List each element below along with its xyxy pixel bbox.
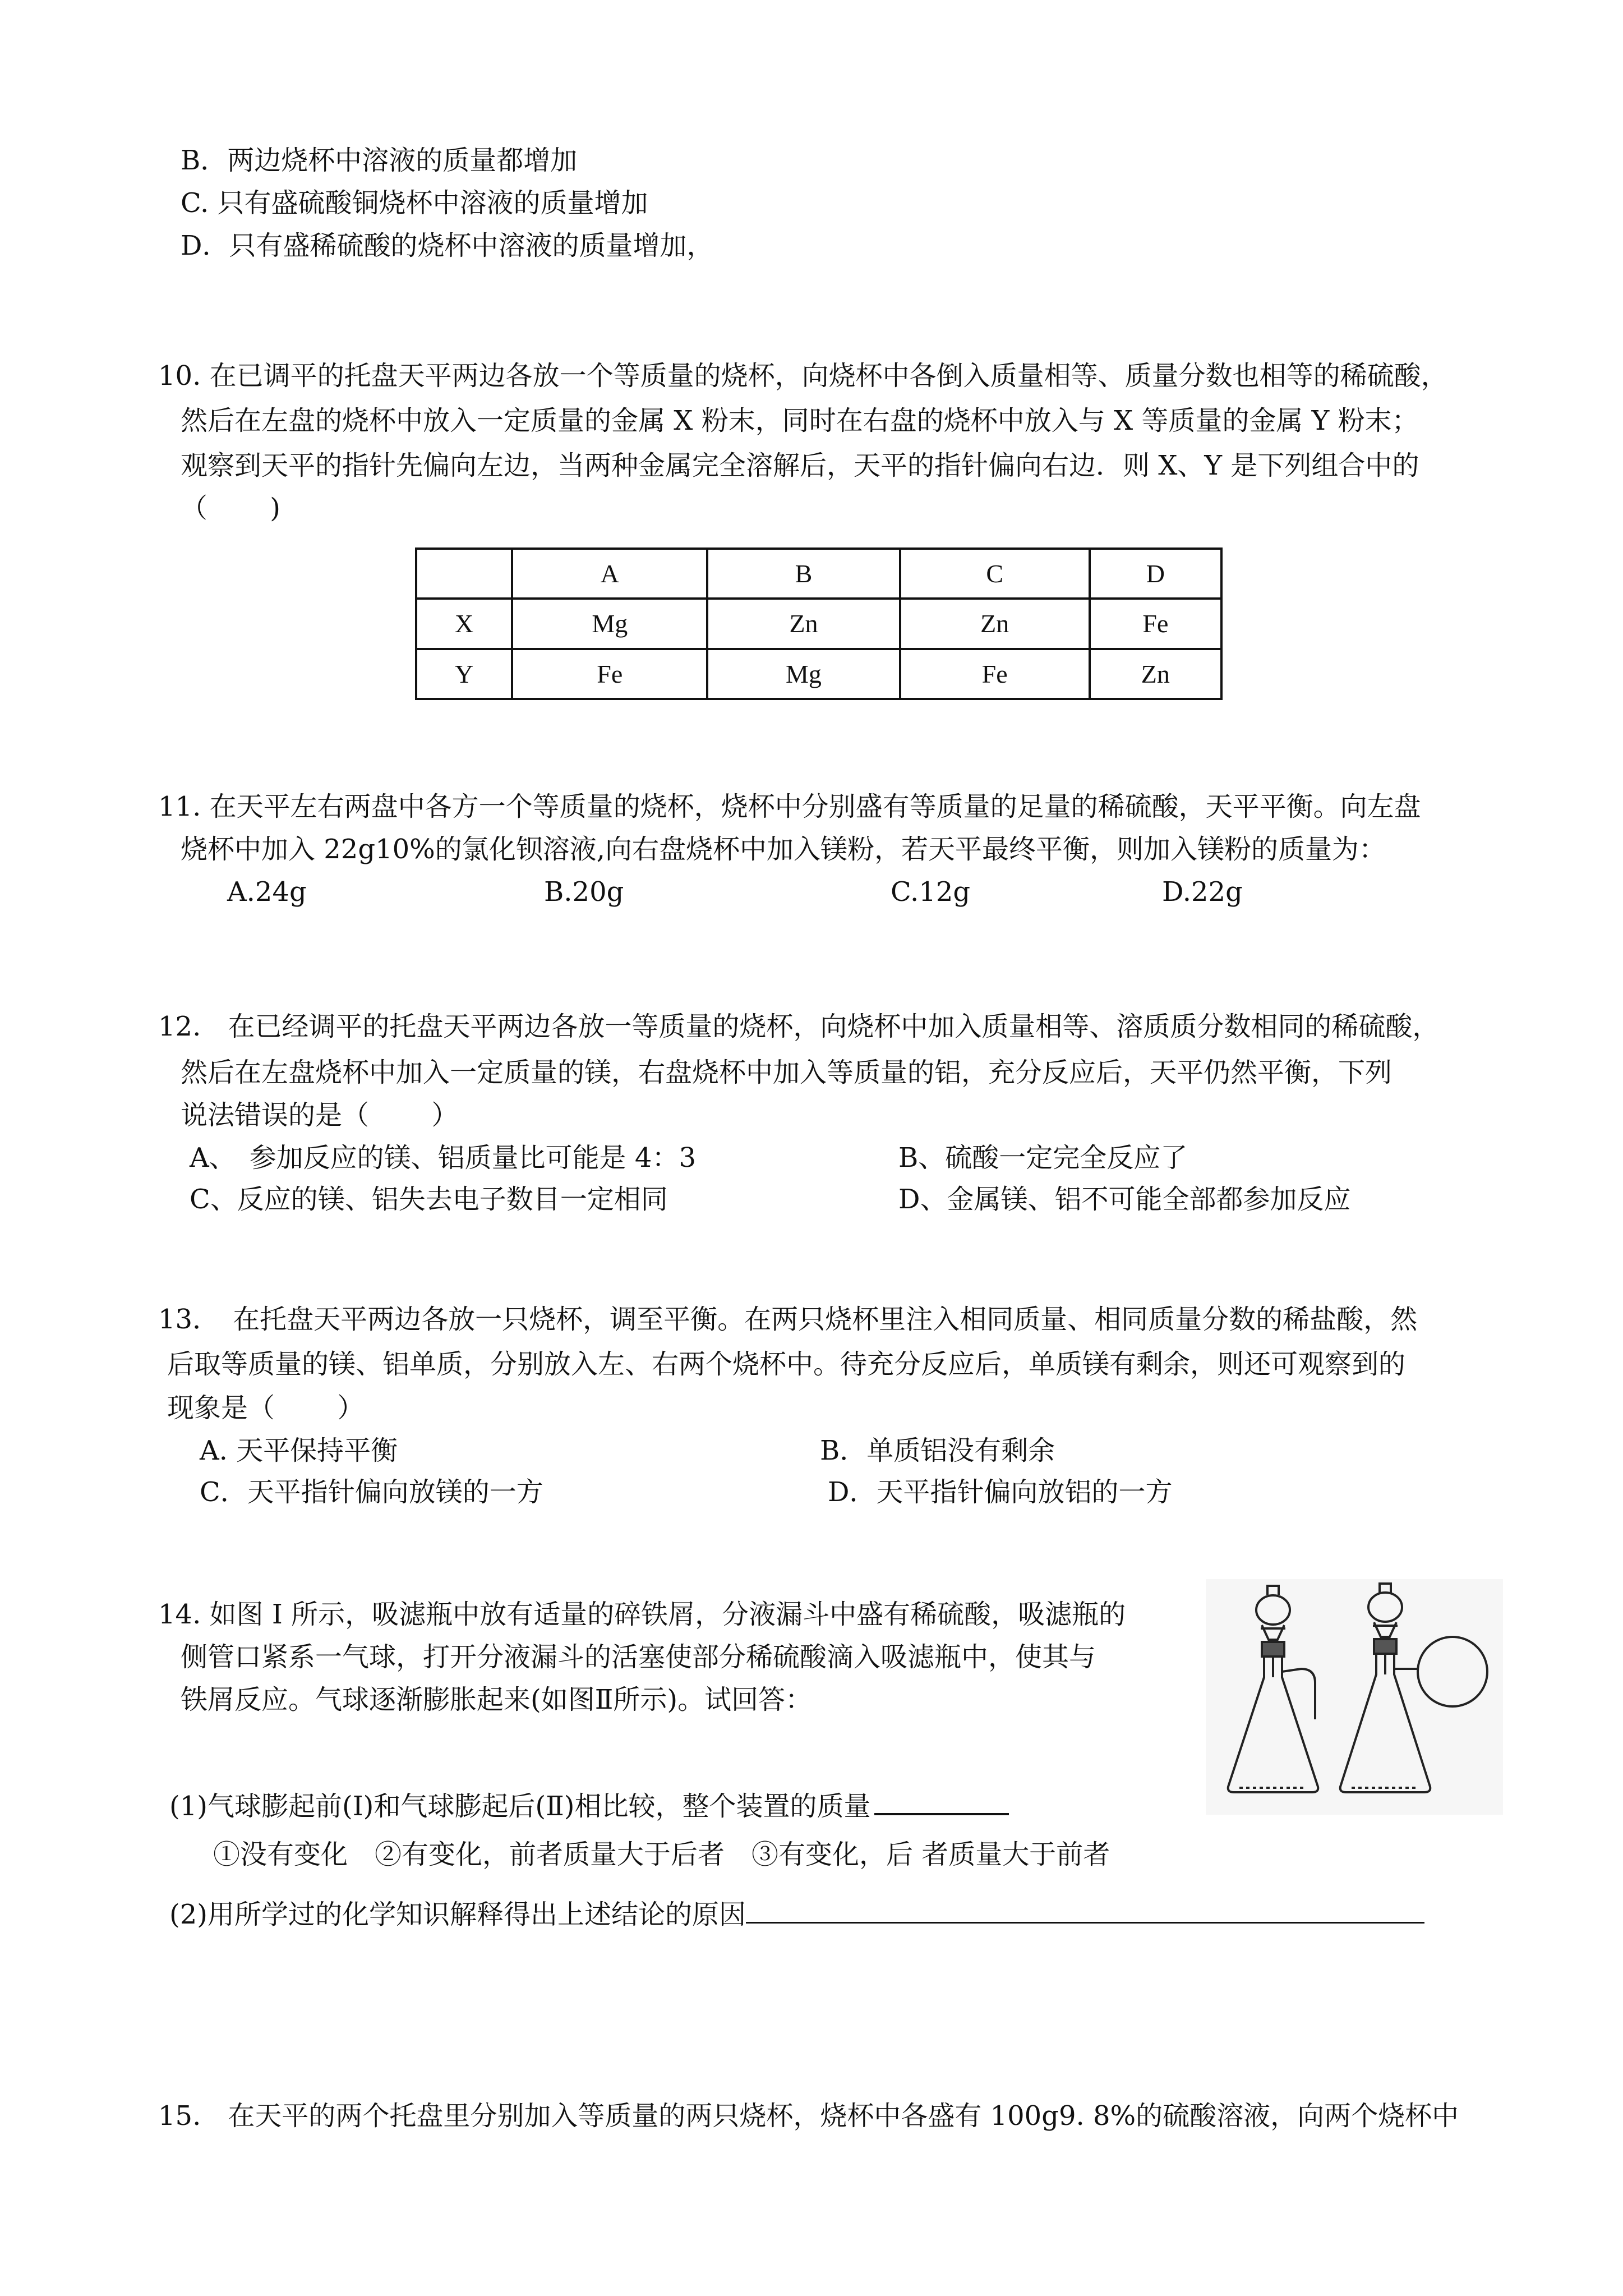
table-cell: Zn — [1090, 649, 1221, 699]
q9-option-b: B．两边烧杯中溶液的质量都增加 — [181, 145, 578, 176]
q14-subquestion-1-choices: ①没有变化 ②有变化，前者质量大于后者 ③有变化，后 者质量大于前者 — [213, 1839, 1110, 1870]
answer-blank[interactable] — [746, 1896, 1424, 1924]
q11-option-d: D.22g — [1162, 876, 1243, 908]
q11-line-1: 11. 在天平左右两盘中各方一个等质量的烧杯，烧杯中分别盛有等质量的足量的稀硫酸，天平平衡。向左盘 — [158, 791, 1421, 822]
q10-line-3: 观察到天平的指针先偏向左边，当两种金属完全溶解后，天平的指针偏向右边．则 X、Y 是下列组合中的 — [181, 450, 1419, 481]
q10-answer-paren: （ ) — [181, 493, 280, 524]
q14-subquestion-2 — [169, 1896, 1424, 1931]
q9-option-d: D．只有盛稀硫酸的烧杯中溶液的质量增加， — [181, 230, 714, 261]
table-cell — [416, 549, 512, 599]
q14-line-3: 铁屑反应。气球逐渐膨胀起来(如图Ⅱ所示)。试回答： — [181, 1684, 813, 1715]
q13-line-2: 后取等质量的镁、铝单质，分别放入左、右两个烧杯中。待充分反应后，单质镁有剩余，则还可观察到的 — [167, 1349, 1406, 1380]
table-cell: Fe — [900, 649, 1090, 699]
table-header-a: A — [512, 549, 707, 599]
table-cell: Mg — [707, 649, 900, 699]
q10-line-1: 10. 在已调平的托盘天平两边各放一个等质量的烧杯，向烧杯中各倒入质量相等、质量分数也相等的稀硫酸， — [158, 360, 1448, 392]
q13-option-c: C．天平指针偏向放镁的一方 — [200, 1476, 543, 1508]
table-header-c: C — [900, 549, 1090, 599]
q11-line-2: 烧杯中加入 22g10%的氯化钡溶液,向右盘烧杯中加入镁粉，若天平最终平衡，则加入镁粉的质量为： — [181, 834, 1386, 865]
q14-line-1: 14. 如图 I 所示，吸滤瓶中放有适量的碎铁屑，分液漏斗中盛有稀硫酸，吸滤瓶的 — [158, 1599, 1126, 1630]
q15-line-1: 15. 在天平的两个托盘里分别加入等质量的两只烧杯，烧杯中各盛有 100g9. 8%的硫酸溶液，向两个烧杯中 — [158, 2100, 1459, 2132]
table-cell: Zn — [707, 599, 900, 648]
q14-subquestion-1-text: (1)气球膨起前(Ⅰ)和气球膨起后(Ⅱ)相比较，整个装置的质量 — [169, 1791, 871, 1822]
q12-line-3: 说法错误的是（ ） — [181, 1099, 459, 1131]
table-cell: Fe — [512, 649, 707, 699]
table-header-b: B — [707, 549, 900, 599]
table-row-label-x: X — [416, 599, 512, 648]
table-row — [416, 549, 1221, 599]
q14-line-2: 侧管口紧系一气球，打开分液漏斗的活塞使部分稀硫酸滴入吸滤瓶中，使其与 — [181, 1641, 1096, 1673]
flask-apparatus-figure — [1206, 1579, 1503, 1815]
q9-option-c: C. 只有盛硫酸铜烧杯中溶液的质量增加 — [181, 187, 648, 219]
q12-option-c: C、反应的镁、铝失去电子数目一定相同 — [190, 1184, 668, 1215]
q13-line-3: 现象是（ ） — [167, 1392, 365, 1424]
q14-subquestion-1 — [169, 1787, 1009, 1823]
q10-options-table — [415, 547, 1223, 700]
table-header-d: D — [1090, 549, 1221, 599]
q10-line-2: 然后在左盘的烧杯中放入一定质量的金属 X 粉末，同时在右盘的烧杯中放入与 X 等质量的金属 Y 粉末； — [181, 405, 1419, 436]
q13-line-1: 13． 在托盘天平两边各放一只烧杯，调至平衡。在两只烧杯里注入相同质量、相同质量分数的稀盐酸，然 — [158, 1304, 1418, 1335]
q13-option-d: D．天平指针偏向放铝的一方 — [828, 1476, 1173, 1508]
table-row — [416, 649, 1221, 699]
q12-line-1: 12. 在已经调平的托盘天平两边各放一等质量的烧杯，向烧杯中加入质量相等、溶质质分数相同的稀硫酸， — [158, 1011, 1440, 1042]
table-row-label-y: Y — [416, 649, 512, 699]
q13-option-b: B．单质铝没有剩余 — [820, 1435, 1055, 1466]
q12-option-a: A、 参加反应的镁、铝质量比可能是 4：3 — [190, 1142, 697, 1174]
q12-option-d: D、金属镁、铝不可能全部都参加反应 — [898, 1184, 1351, 1215]
q11-option-c: C.12g — [891, 876, 971, 908]
table-cell: Fe — [1090, 599, 1221, 648]
q14-subquestion-2-text: (2)用所学过的化学知识解释得出上述结论的原因 — [169, 1899, 746, 1930]
answer-blank[interactable] — [874, 1787, 1009, 1815]
q11-option-b: B.20g — [544, 876, 624, 908]
q12-line-2: 然后在左盘烧杯中加入一定质量的镁，右盘烧杯中加入等质量的铝，充分反应后，天平仍然平衡，下列 — [181, 1057, 1393, 1088]
table-row — [416, 599, 1221, 648]
q11-option-a: A.24g — [227, 876, 307, 908]
q13-option-a: A. 天平保持平衡 — [200, 1435, 398, 1466]
table-cell: Zn — [900, 599, 1090, 648]
table-cell: Mg — [512, 599, 707, 648]
q12-option-b: B、硫酸一定完全反应了 — [898, 1142, 1188, 1174]
